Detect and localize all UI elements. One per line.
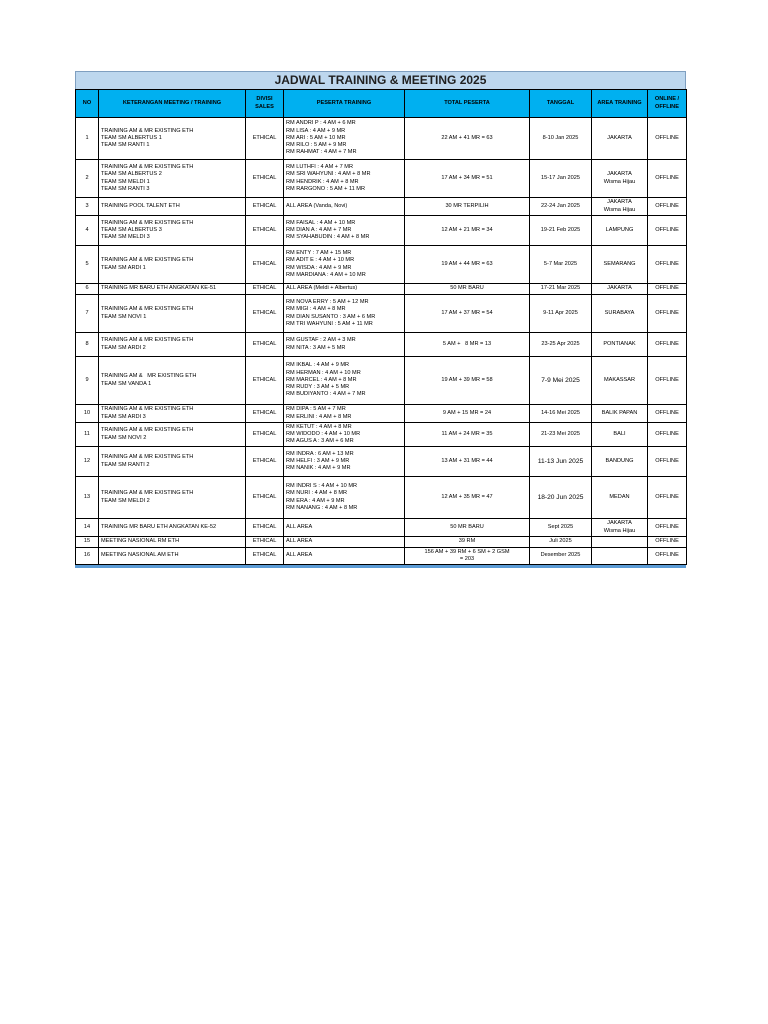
row-online: OFFLINE — [648, 357, 687, 405]
row-online: OFFLINE — [648, 118, 687, 160]
row-no: 4 — [76, 216, 99, 246]
row-online: OFFLINE — [648, 216, 687, 246]
row-divisi: ETHICAL — [246, 295, 284, 333]
row-total: 50 MR BARU — [405, 519, 530, 537]
row-total: 156 AM + 39 RM + 6 SM + 2 GSM = 203 — [405, 548, 530, 565]
table-row — [76, 333, 687, 357]
table-row — [76, 519, 687, 537]
row-divisi: ETHICAL — [246, 160, 284, 198]
row-divisi: ETHICAL — [246, 216, 284, 246]
table-row — [76, 477, 687, 519]
row-area: JAKARTA Wisma Hijau — [592, 198, 648, 216]
header-online: ONLINE / OFFLINE — [648, 90, 687, 118]
row-divisi: ETHICAL — [246, 284, 284, 295]
row-online: OFFLINE — [648, 160, 687, 198]
row-total: 30 MR TERPILIH — [405, 198, 530, 216]
row-keterangan: TRAINING MR BARU ETH ANGKATAN KE-52 — [99, 519, 246, 537]
row-area: SURABAYA — [592, 295, 648, 333]
row-tanggal: 7-9 Mei 2025 — [530, 357, 592, 405]
row-online: OFFLINE — [648, 447, 687, 477]
row-no: 14 — [76, 519, 99, 537]
row-area: PONTIANAK — [592, 333, 648, 357]
row-area: MEDAN — [592, 477, 648, 519]
row-no: 12 — [76, 447, 99, 477]
row-no: 11 — [76, 423, 99, 447]
row-total: 12 AM + 35 MR = 47 — [405, 477, 530, 519]
row-keterangan: TRAINING AM & MR EXISTING ETH TEAM SM VANDA 1 — [99, 357, 246, 405]
row-tanggal: Desember 2025 — [530, 548, 592, 565]
row-online: OFFLINE — [648, 295, 687, 333]
row-divisi: ETHICAL — [246, 246, 284, 284]
row-tanggal: 9-11 Apr 2025 — [530, 295, 592, 333]
row-tanggal: Sept 2025 — [530, 519, 592, 537]
row-divisi: ETHICAL — [246, 548, 284, 565]
row-online: OFFLINE — [648, 423, 687, 447]
row-no: 8 — [76, 333, 99, 357]
row-keterangan: MEETING NASIONAL AM ETH — [99, 548, 246, 565]
row-tanggal: 17-21 Mar 2025 — [530, 284, 592, 295]
row-total: 12 AM + 21 MR = 34 — [405, 216, 530, 246]
table-row — [76, 447, 687, 477]
row-peserta: ALL AREA (Meldi + Albertus) — [284, 284, 405, 295]
row-online: OFFLINE — [648, 548, 687, 565]
row-peserta: RM LUTHFI : 4 AM + 7 MR RM SRI WAHYUNI : 4 AM + 8 MR RM HENDRIK : 4 AM + 8 MR RM RARGONO : 5 AM + 11 MR — [284, 160, 405, 198]
row-peserta: ALL AREA (Vanda, Novi) — [284, 198, 405, 216]
row-online: OFFLINE — [648, 477, 687, 519]
table-body — [76, 118, 687, 565]
row-no: 3 — [76, 198, 99, 216]
row-online: OFFLINE — [648, 405, 687, 423]
row-divisi: ETHICAL — [246, 537, 284, 548]
table-row — [76, 548, 687, 565]
row-no: 16 — [76, 548, 99, 565]
row-tanggal: 14-16 Mei 2025 — [530, 405, 592, 423]
row-keterangan: TRAINING MR BARU ETH ANGKATAN KE-51 — [99, 284, 246, 295]
row-divisi: ETHICAL — [246, 519, 284, 537]
row-area: BALI — [592, 423, 648, 447]
row-keterangan: TRAINING AM & MR EXISTING ETH TEAM SM NOVI 2 — [99, 423, 246, 447]
table-row — [76, 216, 687, 246]
table-row — [76, 118, 687, 160]
row-peserta: RM ANDRI P : 4 AM + 6 MR RM LISA : 4 AM + 9 MR RM ARI : 5 AM + 10 MR RM RILO : 5 AM + 9 MR RM RAHMAT : 4 AM + 7 MR — [284, 118, 405, 160]
row-keterangan: TRAINING AM & MR EXISTING ETH TEAM SM ARDI 3 — [99, 405, 246, 423]
row-area: BANDUNG — [592, 447, 648, 477]
row-online: OFFLINE — [648, 519, 687, 537]
row-total: 50 MR BARU — [405, 284, 530, 295]
row-area — [592, 537, 648, 548]
schedule-table — [75, 89, 687, 565]
header-row — [76, 90, 687, 118]
row-total: 5 AM + 8 MR = 13 — [405, 333, 530, 357]
row-area: JAKARTA Wisma Hijau — [592, 160, 648, 198]
row-keterangan: TRAINING AM & MR EXISTING ETH TEAM SM ARDI 1 — [99, 246, 246, 284]
row-divisi: ETHICAL — [246, 477, 284, 519]
table-row — [76, 198, 687, 216]
row-peserta: RM INDRI S : 4 AM + 10 MR RM NURI : 4 AM + 8 MR RM ERA : 4 AM + 9 MR RM NANANG : 4 AM + 8 MR — [284, 477, 405, 519]
row-no: 10 — [76, 405, 99, 423]
row-total: 17 AM + 34 MR = 51 — [405, 160, 530, 198]
row-tanggal: 22-24 Jan 2025 — [530, 198, 592, 216]
table-row — [76, 284, 687, 295]
header-no: NO — [76, 90, 99, 118]
row-no: 15 — [76, 537, 99, 548]
row-total: 11 AM + 24 MR = 35 — [405, 423, 530, 447]
row-peserta: RM NOVA ERRY : 5 AM + 12 MR RM MIGI : 4 AM + 8 MR RM DIAN SUSANTO : 3 AM + 6 MR RM TRI WAHYUNI : 5 AM + 11 MR — [284, 295, 405, 333]
header-divisi: DIVISI SALES — [246, 90, 284, 118]
row-tanggal: 8-10 Jan 2025 — [530, 118, 592, 160]
row-keterangan: TRAINING AM & MR EXISTING ETH TEAM SM ALBERTUS 1 TEAM SM RANTI 1 — [99, 118, 246, 160]
row-total: 13 AM + 31 MR = 44 — [405, 447, 530, 477]
row-total: 9 AM + 15 MR = 24 — [405, 405, 530, 423]
row-area: JAKARTA — [592, 284, 648, 295]
header-peserta: PESERTA TRAINING — [284, 90, 405, 118]
row-tanggal: 21-23 Mei 2025 — [530, 423, 592, 447]
table-row — [76, 160, 687, 198]
row-area: MAKASSAR — [592, 357, 648, 405]
row-total: 39 RM — [405, 537, 530, 548]
row-no: 2 — [76, 160, 99, 198]
row-tanggal: 5-7 Mar 2025 — [530, 246, 592, 284]
row-no: 7 — [76, 295, 99, 333]
row-total: 19 AM + 44 MR = 63 — [405, 246, 530, 284]
row-peserta: RM KETUT : 4 AM + 8 MR RM WIDODO : 4 AM + 10 MR RM AGUS A : 3 AM + 6 MR — [284, 423, 405, 447]
bottom-rule — [75, 565, 686, 568]
row-peserta: RM GUSTAF : 2 AM + 3 MR RM NITA : 3 AM + 5 MR — [284, 333, 405, 357]
row-peserta: ALL AREA — [284, 548, 405, 565]
table-row — [76, 246, 687, 284]
row-area: JAKARTA — [592, 118, 648, 160]
row-no: 1 — [76, 118, 99, 160]
row-area: BALIK PAPAN — [592, 405, 648, 423]
header-area: AREA TRAINING — [592, 90, 648, 118]
row-peserta: RM INDRA : 6 AM + 13 MR RM HELFI : 3 AM + 9 MR RM NANIK : 4 AM + 9 MR — [284, 447, 405, 477]
sheet-title: JADWAL TRAINING & MEETING 2025 — [75, 71, 686, 89]
row-online: OFFLINE — [648, 246, 687, 284]
row-tanggal: 18-20 Jun 2025 — [530, 477, 592, 519]
row-tanggal: 15-17 Jan 2025 — [530, 160, 592, 198]
row-total: 22 AM + 41 MR = 63 — [405, 118, 530, 160]
row-keterangan: TRAINING AM & MR EXISTING ETH TEAM SM MELDI 2 — [99, 477, 246, 519]
table-row — [76, 423, 687, 447]
row-tanggal: 11-13 Jun 2025 — [530, 447, 592, 477]
row-area: JAKARTA Wisma Hijau — [592, 519, 648, 537]
row-keterangan: TRAINING AM & MR EXISTING ETH TEAM SM ALBERTUS 3 TEAM SM MELDI 3 — [99, 216, 246, 246]
row-total: 19 AM + 39 MR = 58 — [405, 357, 530, 405]
row-peserta: RM ENTY : 7 AM + 15 MR RM ADIT E : 4 AM + 10 MR RM WISDA : 4 AM + 9 MR RM MARDIANA : 4 AM + 10 MR — [284, 246, 405, 284]
table-row — [76, 537, 687, 548]
row-keterangan: TRAINING AM & MR EXISTING ETH TEAM SM NOVI 1 — [99, 295, 246, 333]
row-tanggal: 19-21 Feb 2025 — [530, 216, 592, 246]
row-divisi: ETHICAL — [246, 118, 284, 160]
row-peserta: ALL AREA — [284, 519, 405, 537]
row-keterangan: TRAINING AM & MR EXISTING ETH TEAM SM ARDI 2 — [99, 333, 246, 357]
row-online: OFFLINE — [648, 333, 687, 357]
row-online: OFFLINE — [648, 198, 687, 216]
row-area: LAMPUNG — [592, 216, 648, 246]
row-tanggal: Juli 2025 — [530, 537, 592, 548]
row-keterangan: TRAINING AM & MR EXISTING ETH TEAM SM ALBERTUS 2 TEAM SM MELDI 1 TEAM SM RANTI 3 — [99, 160, 246, 198]
row-divisi: ETHICAL — [246, 357, 284, 405]
row-peserta: RM IKBAL : 4 AM + 9 MR RM HERMAN : 4 AM + 10 MR RM MARCEL : 4 AM + 8 MR RM RUDY : 3 AM + 5 MR RM BUDIYANTO : 4 AM + 7 MR — [284, 357, 405, 405]
row-area: SEMARANG — [592, 246, 648, 284]
row-divisi: ETHICAL — [246, 423, 284, 447]
row-divisi: ETHICAL — [246, 198, 284, 216]
row-peserta: ALL AREA — [284, 537, 405, 548]
row-online: OFFLINE — [648, 284, 687, 295]
schedule-sheet — [75, 71, 686, 568]
row-no: 5 — [76, 246, 99, 284]
row-tanggal: 23-25 Apr 2025 — [530, 333, 592, 357]
row-total: 17 AM + 37 MR = 54 — [405, 295, 530, 333]
table-row — [76, 357, 687, 405]
row-divisi: ETHICAL — [246, 333, 284, 357]
row-keterangan: TRAINING AM & MR EXISTING ETH TEAM SM RANTI 2 — [99, 447, 246, 477]
row-online: OFFLINE — [648, 537, 687, 548]
header-tanggal: TANGGAL — [530, 90, 592, 118]
header-keterangan: KETERANGAN MEETING / TRAINING — [99, 90, 246, 118]
row-no: 13 — [76, 477, 99, 519]
row-peserta: RM FAISAL : 4 AM + 10 MR RM DIAN A : 4 AM + 7 MR RM SYAHABUDIN : 4 AM + 8 MR — [284, 216, 405, 246]
row-peserta: RM DIPA : 5 AM + 7 MR RM ERLINI : 4 AM + 8 MR — [284, 405, 405, 423]
row-divisi: ETHICAL — [246, 405, 284, 423]
row-area — [592, 548, 648, 565]
table-row — [76, 405, 687, 423]
header-total: TOTAL PESERTA — [405, 90, 530, 118]
row-keterangan: TRAINING POOL TALENT ETH — [99, 198, 246, 216]
table-row — [76, 295, 687, 333]
row-divisi: ETHICAL — [246, 447, 284, 477]
row-keterangan: MEETING NASIONAL RM ETH — [99, 537, 246, 548]
row-no: 6 — [76, 284, 99, 295]
row-no: 9 — [76, 357, 99, 405]
